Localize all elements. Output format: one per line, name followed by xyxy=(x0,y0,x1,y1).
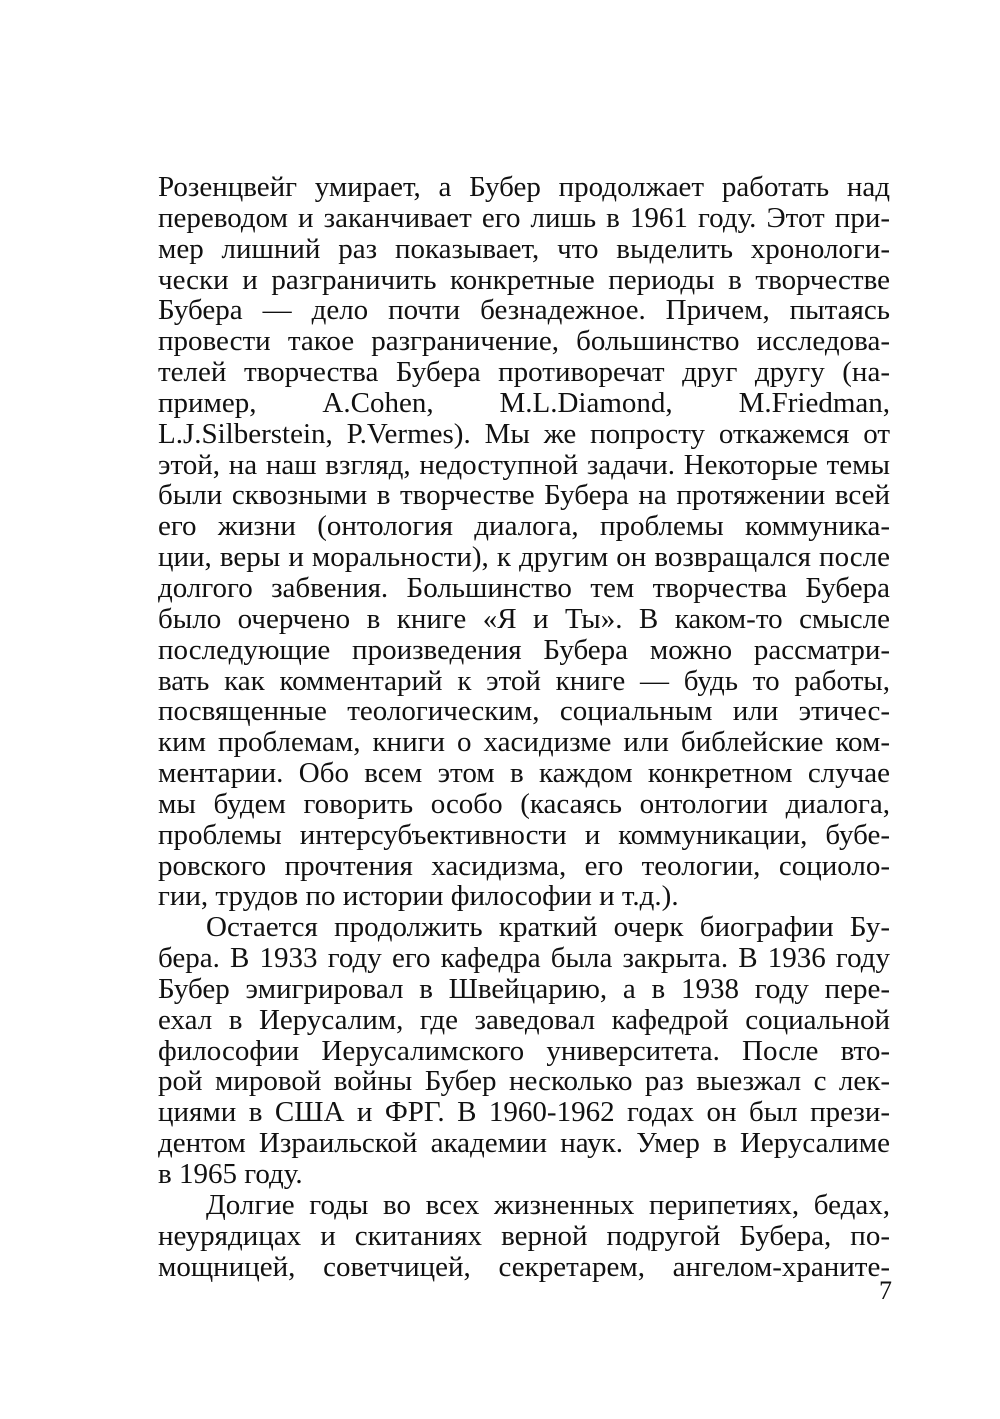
text-line: проблемы интерсубъективности и коммуникации, бубе- xyxy=(158,818,890,851)
text-line: Остается продолжить краткий очерк биографии Бу- xyxy=(206,911,890,944)
text-line: долгого забвения. Большинство тем творчества Бубера xyxy=(158,571,890,604)
text-line: Долгие годы во всех жизненных перипетиях, бедах, xyxy=(206,1188,890,1221)
text-line: переводом и заканчивает его лишь в 1961 году. Этот при- xyxy=(158,201,890,234)
text-line: его жизни (онтология диалога, проблемы коммуника- xyxy=(158,510,890,543)
text-line: философии Иерусалимского университета. После вто- xyxy=(158,1034,890,1067)
text-line: гии, трудов по истории философии и т.д.). xyxy=(158,880,679,913)
text-line: в 1965 году. xyxy=(158,1158,303,1190)
text-line: Розенцвейг умирает, а Бубер продолжает работать над xyxy=(158,171,890,203)
text-line: бера. В 1933 году его кафедра была закрыта. В 1936 году xyxy=(158,942,890,975)
text-line: неурядицах и скитаниях верной подругой Бубера, по- xyxy=(158,1219,890,1252)
text-line: ровского прочтения хасидизма, его теологии, социоло- xyxy=(158,849,890,882)
text-line: циями в США и ФРГ. В 1960-1962 годах он был прези- xyxy=(158,1096,890,1129)
text-line: провести такое разграничение, большинство исследова- xyxy=(158,325,890,358)
page-body xyxy=(158,172,890,1282)
text-line: телей творчества Бубера противоречат друг другу (на- xyxy=(158,356,890,389)
text-line: чески и разграничить конкретные периоды в творчестве xyxy=(158,263,890,296)
text-line: мощницей, советчицей, секретарем, ангелом-храните- xyxy=(158,1250,890,1283)
page-number: 7 xyxy=(879,1276,892,1305)
paragraph-2 xyxy=(158,912,890,1190)
text-line: Бубер эмигрировал в Швейцарию, а в 1938 году пере- xyxy=(158,972,890,1005)
text-line: были сквозными в творчестве Бубера на протяжении всей xyxy=(158,479,890,512)
text-line: этой, на наш взгляд, недоступной задачи. Некоторые темы xyxy=(158,448,890,481)
text-line: рой мировой войны Бубер несколько раз выезжал с лек- xyxy=(158,1065,890,1098)
text-line: дентом Израильской академии наук. Умер в Иерусалиме xyxy=(158,1127,890,1160)
text-line: Бубера — дело почти безнадежное. Причем, пытаясь xyxy=(158,294,890,327)
paragraph-1 xyxy=(158,172,890,912)
text-line: мы будем говорить особо (касаясь онтологии диалога, xyxy=(158,787,890,820)
text-line: вать как комментарий к этой книге — будь то работы, xyxy=(158,664,890,697)
text-line: было очерчено в книге «Я и Ты». В каком-то смысле xyxy=(158,602,890,635)
text-line: ции, веры и моральности), к другим он возвращался после xyxy=(158,541,890,574)
text-line: L.J.Silberstein, P.Vermes). Мы же попросту откажемся от xyxy=(158,417,890,450)
text-line: ехал в Иерусалим, где заведовал кафедрой социальной xyxy=(158,1003,890,1036)
text-line: ким проблемам, книги о хасидизме или библейские ком- xyxy=(158,726,890,759)
text-line: ментарии. Обо всем этом в каждом конкретном случае xyxy=(158,757,890,790)
text-line: посвященные теологическим, социальным или этичес- xyxy=(158,695,890,728)
text-line: последующие произведения Бубера можно рассматри- xyxy=(158,633,890,666)
text-line: пример, A.Cohen, M.L.Diamond, M.Friedman, xyxy=(158,386,890,419)
paragraph-3 xyxy=(158,1190,890,1283)
text-line: мер лишний раз показывает, что выделить хронологи- xyxy=(158,232,890,265)
